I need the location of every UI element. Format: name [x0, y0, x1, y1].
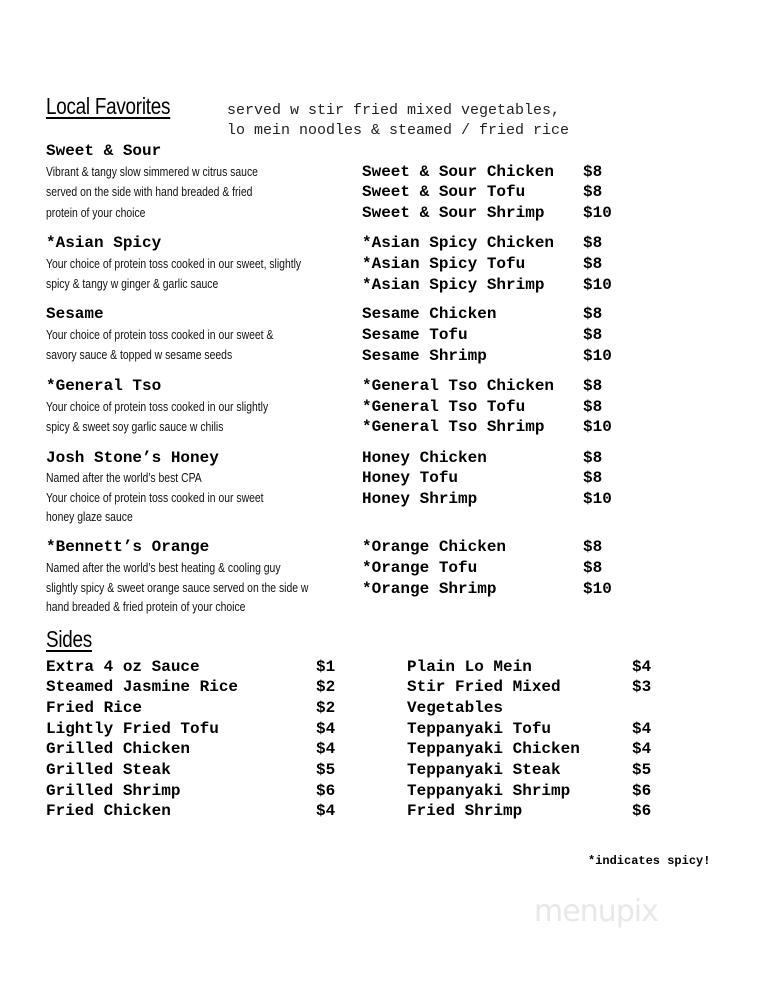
menu-item-price: $8	[583, 469, 603, 487]
side-item-name: Lightly Fried Tofu	[46, 720, 219, 738]
side-item-price: $5	[632, 761, 652, 779]
side-item-name: Extra 4 oz Sauce	[46, 658, 200, 676]
menu-item-price: $8	[583, 305, 603, 323]
menu-item-price: $8	[583, 163, 603, 181]
side-item-name: Fried Rice	[46, 699, 143, 717]
menu-item-name: *General Tso Shrimp	[362, 418, 545, 436]
side-item-name: Vegetables	[407, 699, 504, 717]
menu-item-price: $10	[583, 276, 612, 294]
category-asian-spicy-desc: spicy & tangy w ginger & garlic sauce	[46, 276, 219, 291]
menu-item-name: Sesame Shrimp	[362, 347, 487, 365]
category-orange-title: *Bennett’s Orange	[46, 538, 210, 556]
sides-heading: Sides	[46, 626, 92, 652]
category-orange-desc: Named after the world’s best heating & cooling guy	[46, 560, 281, 575]
spicy-footnote: *indicates spicy!	[588, 854, 711, 868]
side-item-name: Stir Fried Mixed	[407, 678, 561, 696]
side-item-name: Teppanyaki Steak	[407, 761, 561, 779]
side-item-price: $4	[632, 740, 652, 758]
side-item-name: Grilled Steak	[46, 761, 171, 779]
menu-item-price: $10	[583, 204, 612, 222]
menu-item-name: *General Tso Chicken	[362, 377, 555, 395]
category-general-tso-title: *General Tso	[46, 377, 162, 395]
side-item-name: Teppanyaki Chicken	[407, 740, 580, 758]
category-sesame-desc: Your choice of protein toss cooked in our sweet &	[46, 327, 274, 342]
side-item-price: $4	[632, 720, 652, 738]
side-item-price: $3	[632, 678, 652, 696]
menu-item-name: *Orange Shrimp	[362, 580, 497, 598]
menu-item-name: *Asian Spicy Shrimp	[362, 276, 545, 294]
menu-item-price: $8	[583, 559, 603, 577]
side-item-price: $2	[316, 699, 336, 717]
side-item-name: Teppanyaki Tofu	[407, 720, 552, 738]
menu-item-price: $8	[583, 234, 603, 252]
menu-item-name: Sesame Tofu	[362, 326, 468, 344]
menu-item-price: $10	[583, 347, 612, 365]
side-item-name: Steamed Jasmine Rice	[46, 678, 239, 696]
category-orange-desc: hand breaded & fried protein of your choice	[46, 599, 246, 614]
side-item-price: $4	[316, 802, 336, 820]
category-sweet-sour-desc: Vibrant & tangy slow simmered w citrus sauce	[46, 164, 258, 179]
side-item-name: Teppanyaki Shrimp	[407, 782, 571, 800]
category-asian-spicy-desc: Your choice of protein toss cooked in our sweet, slightly	[46, 256, 302, 271]
menu-item-price: $10	[583, 490, 612, 508]
side-item-price: $4	[316, 720, 336, 738]
menu-item-name: *Orange Chicken	[362, 538, 507, 556]
menu-item-price: $8	[583, 398, 603, 416]
category-general-tso-desc: Your choice of protein toss cooked in our slightly	[46, 399, 269, 414]
side-item-name: Grilled Shrimp	[46, 782, 181, 800]
category-sweet-sour-desc: protein of your choice	[46, 205, 146, 220]
category-general-tso-desc: spicy & sweet soy garlic sauce w chilis	[46, 419, 224, 434]
side-item-price: $6	[632, 802, 652, 820]
menu-item-price: $8	[583, 183, 603, 201]
menu-item-price: $10	[583, 580, 612, 598]
side-item-price: $6	[632, 782, 652, 800]
menu-item-name: *Asian Spicy Tofu	[362, 255, 526, 273]
menu-item-price: $8	[583, 326, 603, 344]
menu-item-name: *Orange Tofu	[362, 559, 478, 577]
side-item-name: Fried Chicken	[46, 802, 171, 820]
menu-item-name: Sesame Chicken	[362, 305, 497, 323]
menu-item-name: Honey Chicken	[362, 449, 487, 467]
menu-item-price: $8	[583, 538, 603, 556]
side-item-price: $2	[316, 678, 336, 696]
menu-item-name: Sweet & Sour Shrimp	[362, 204, 545, 222]
category-honey-title: Josh Stone’s Honey	[46, 449, 219, 467]
side-item-price: $5	[316, 761, 336, 779]
side-item-price: $4	[632, 658, 652, 676]
category-sweet-sour-title: Sweet & Sour	[46, 142, 162, 160]
local-favorites-heading: Local Favorites	[46, 93, 171, 119]
menu-item-name: Sweet & Sour Tofu	[362, 183, 526, 201]
category-asian-spicy-title: *Asian Spicy	[46, 234, 162, 252]
menupix-watermark: menupix	[534, 894, 658, 929]
category-sweet-sour-desc: served on the side with hand breaded & fried	[46, 184, 253, 199]
side-item-name: Plain Lo Mein	[407, 658, 532, 676]
menu-item-price: $8	[583, 255, 603, 273]
side-item-price: $4	[316, 740, 336, 758]
side-item-name: Fried Shrimp	[407, 802, 523, 820]
menu-item-price: $8	[583, 377, 603, 395]
served-with-line-2: lo mein noodles & steamed / fried rice	[227, 122, 570, 139]
menu-item-name: *General Tso Tofu	[362, 398, 526, 416]
category-honey-desc: honey glaze sauce	[46, 509, 133, 524]
menu-item-name: Honey Shrimp	[362, 490, 478, 508]
side-item-price: $6	[316, 782, 336, 800]
category-honey-desc: Named after the world’s best CPA	[46, 470, 202, 485]
category-sesame-desc: savory sauce & topped w sesame seeds	[46, 347, 233, 362]
category-honey-desc: Your choice of protein toss cooked in our sweet	[46, 490, 264, 505]
side-item-price: $1	[316, 658, 336, 676]
menu-item-price: $8	[583, 449, 603, 467]
side-item-name: Grilled Chicken	[46, 740, 191, 758]
menu-item-price: $10	[583, 418, 612, 436]
menu-item-name: Honey Tofu	[362, 469, 459, 487]
menu-item-name: *Asian Spicy Chicken	[362, 234, 555, 252]
category-sesame-title: Sesame	[46, 305, 104, 323]
category-orange-desc: slightly spicy & sweet orange sauce served on the side w	[46, 580, 309, 595]
served-with-line-1: served w stir fried mixed vegetables,	[227, 102, 561, 119]
menu-item-name: Sweet & Sour Chicken	[362, 163, 555, 181]
